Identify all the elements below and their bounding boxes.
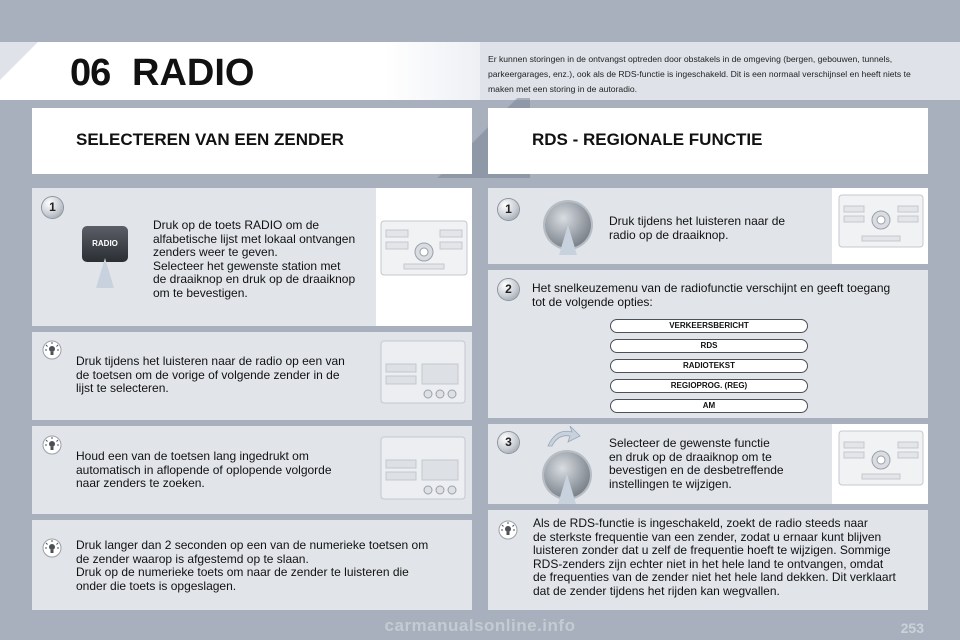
radio-key-icon: RADIO [82,226,128,262]
right-step1-text: Druk tijdens het luisteren naar de radio op de draaiknop. [609,214,786,242]
heading-select-station: SELECTEREN VAN EEN ZENDER [76,130,344,149]
press-arrow-icon [96,258,114,288]
section-heading-left [32,108,472,174]
press-arrow-icon [558,474,576,504]
right-step2-text: Het snelkeuzemenu van de radiofunctie verschijnt en geeft toegang tot de volgende opties: [532,281,891,309]
rds-tip-text: Als de RDS-functie is ingeschakeld, zoekt de radio steeds naar de sterkste frequentie van een zender, zodat u ernaar kunt blijven luisteren zonder dat u zelf de frequentie hoeft te wijzigen. Sommige RDS-zenders zijn echter niet in het hele land te ontvangen, omdat de frequenties van de zender niet het hele land dekken. Dit verklaart dat de zender tijdens het rijden kan wegvallen. [533,516,896,598]
tip-lightbulb-icon [498,520,518,540]
watermark: carmanualsonline.info [384,616,576,635]
tip-lightbulb-icon [42,538,62,558]
radio-unit-icon [838,430,924,486]
step-badge: 1 [42,197,63,218]
intro-note: Er kunnen storingen in de ontvangst optreden door obstakels in de omgeving (bergen, gebouwen, tunnels, parkeergarages, enz.), ook als de RDS-functie is ingeschakeld. Dit is een normaal verschijnsel en heeft niets te maken met een storing in de autoradio. [488,54,911,94]
step-badge: 1 [498,199,519,220]
tip-lightbulb-icon [42,435,62,455]
radio-buttons-icon [380,340,466,404]
radio-buttons-icon [380,436,466,500]
press-arrow-icon [559,225,577,255]
menu-option-traffic[interactable]: VERKEERSBERICHT [610,319,808,333]
right-step3-text: Selecteer de gewenste functie en druk op de draaiknop om te bevestigen en de desbetreffende instellingen te wijzigen. [609,436,784,491]
rotate-arrow-icon [546,424,582,448]
tip3-text: Druk langer dan 2 seconden op een van de numerieke toetsen om de zender waarop is afgestemd op te slaan. Druk op de numerieke toets om naar de zender te luisteren die onder die toets is opgeslagen. [76,538,429,593]
tip2-text: Houd een van de toetsen lang ingedrukt om automatisch in aflopende of oplopende volgorde naar zenders te zoeken. [76,449,332,490]
step-badge: 2 [498,279,519,300]
section-heading-right [488,108,928,174]
tip-lightbulb-icon [42,340,62,360]
page-number: 253 [900,620,924,636]
menu-option-rds[interactable]: RDS [610,339,808,353]
page-title: RADIO [132,52,255,94]
menu-option-am[interactable]: AM [610,399,808,413]
step1-text: Druk op de toets RADIO om de alfabetische lijst met lokaal ontvangen zenders weer te geven. Selecteer het gewenste station met de draaiknop en druk op de draaiknop om te bevestigen. [153,218,356,300]
menu-option-regional[interactable]: REGIOPROG. (REG) [610,379,808,393]
radio-unit-icon [380,220,468,276]
chapter-number: 06 [70,52,111,94]
tip1-text: Druk tijdens het luisteren naar de radio op een van de toetsen om de vorige of volgende zender in de lijst te selecteren. [76,354,345,395]
menu-option-radiotext[interactable]: RADIOTEKST [610,359,808,373]
step-badge: 3 [498,432,519,453]
radio-unit-icon [838,194,924,248]
heading-rds: RDS - REGIONALE FUNCTIE [532,130,763,149]
